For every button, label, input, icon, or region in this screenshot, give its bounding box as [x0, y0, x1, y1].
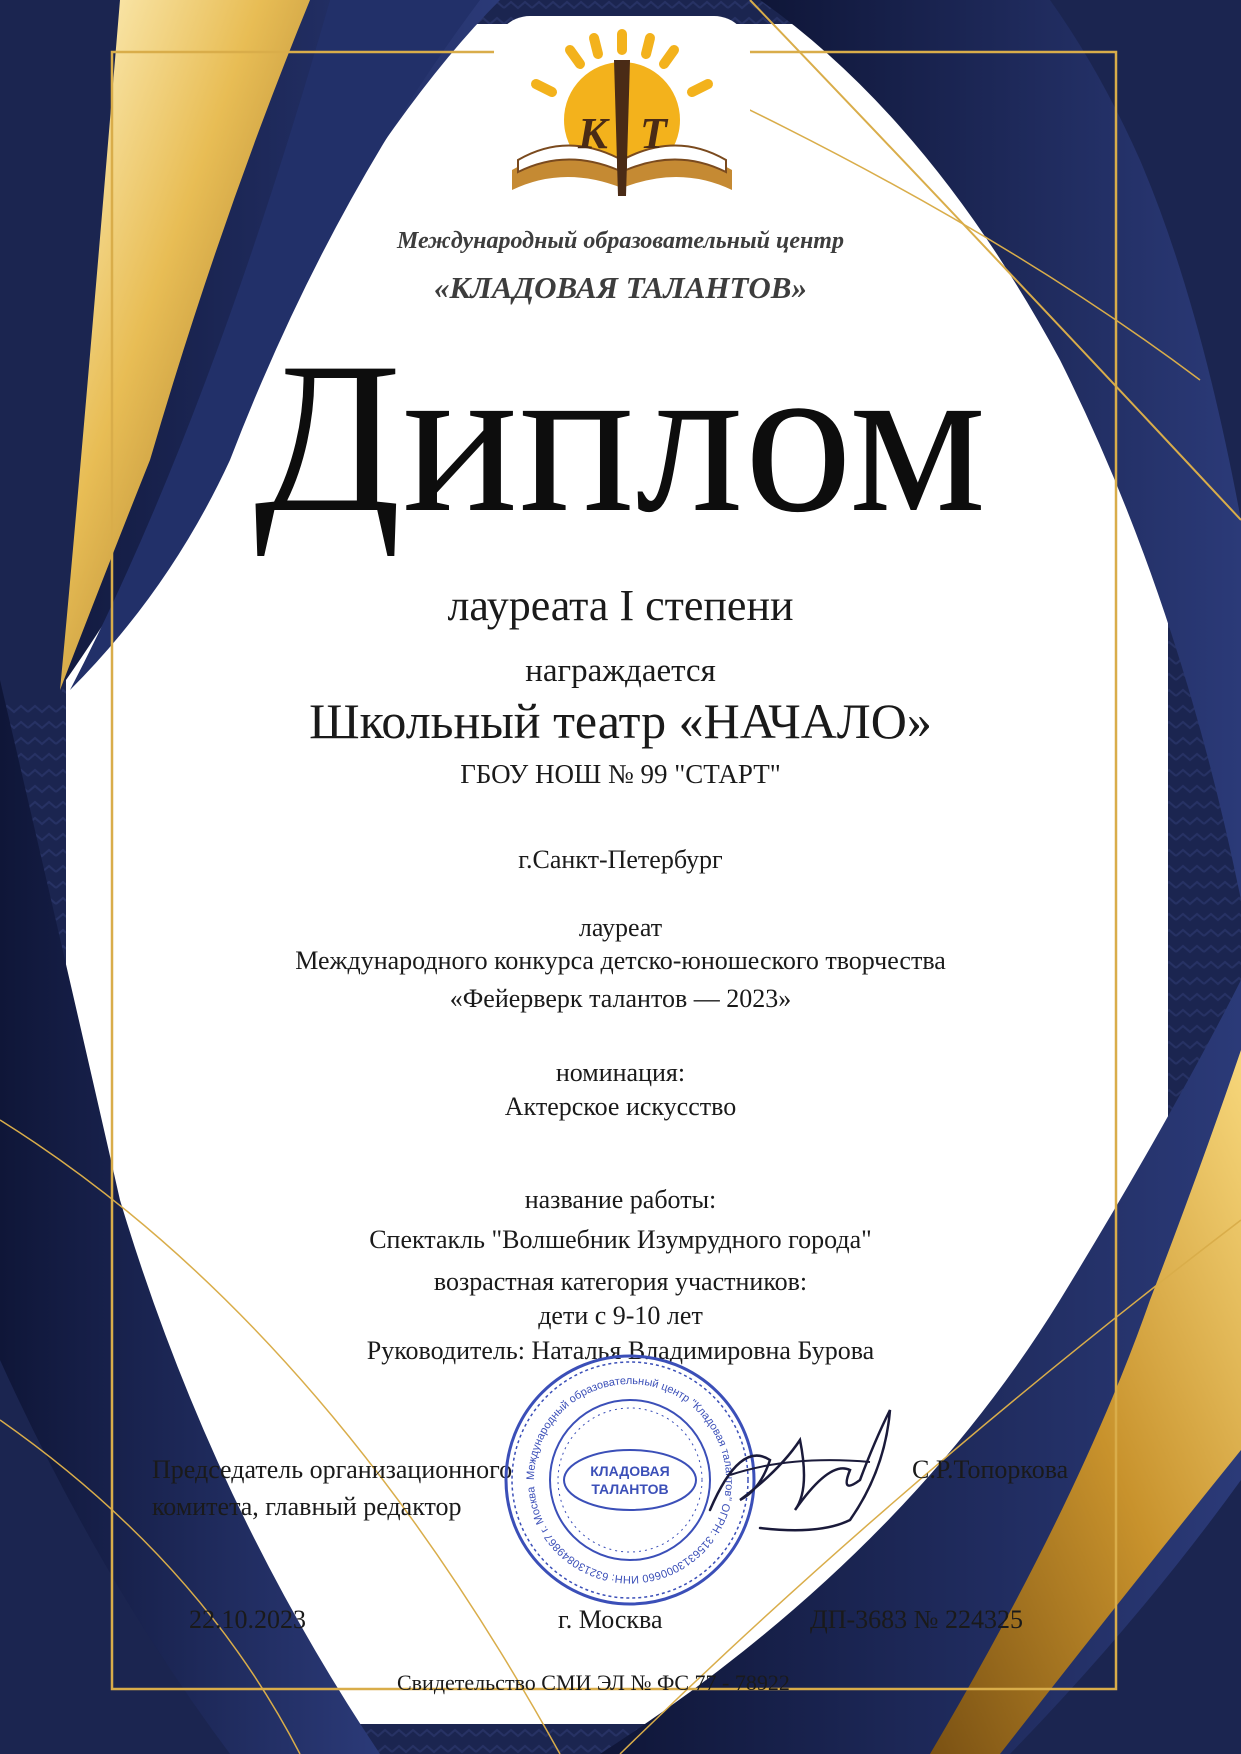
- org-name: «КЛАДОВАЯ ТАЛАНТОВ»: [434, 270, 807, 305]
- handwritten-signature: [700, 1400, 910, 1540]
- chair-title-line2: комитета, главный редактор: [152, 1492, 462, 1521]
- seal-center-line2: ТАЛАНТОВ: [591, 1481, 669, 1497]
- age-label: возрастная категория участников:: [433, 1267, 808, 1296]
- issue-place: г. Москва: [558, 1605, 663, 1634]
- seal-ring-text: Международный образовательный центр "Кладовая талантов" ОГРН: 3156313000660 ИНН: 632130849867 г. Москва: [524, 1374, 736, 1586]
- work-label: название работы:: [524, 1185, 717, 1214]
- contest-name: Международного конкурса детско-юношеского творчества: [295, 946, 946, 975]
- chair-title-line1: Председатель организационного: [152, 1455, 513, 1484]
- city: г.Санкт-Петербург: [518, 845, 723, 874]
- logo-letter-t: Т: [640, 109, 667, 158]
- media-registration: Свидетельство СМИ ЭЛ № ФС 77 - 78922: [397, 1670, 790, 1695]
- leader: Руководитель: Наталья Владимировна Бурова: [366, 1336, 875, 1365]
- kt-logo: [494, 20, 750, 232]
- logo-letter-k: К: [578, 109, 608, 158]
- diploma-title: Диплом: [254, 318, 987, 557]
- issue-date: 22.10.2023: [189, 1605, 306, 1634]
- school-name: ГБОУ НОШ № 99 "СТАРТ": [460, 759, 781, 789]
- signer-name: С.Р.Топоркова: [912, 1455, 1069, 1484]
- age-category: дети с 9-10 лет: [538, 1301, 703, 1330]
- nomination-label: номинация:: [555, 1058, 686, 1087]
- nomination: Актерское искусство: [504, 1092, 737, 1121]
- seal-center-line1: КЛАДОВАЯ: [590, 1463, 670, 1479]
- festival-name: «Фейерверк талантов — 2023»: [449, 984, 792, 1013]
- org-line: Международный образовательный центр: [397, 228, 844, 254]
- document-number: ДП-3683 № 224325: [810, 1605, 1023, 1634]
- degree: лауреата I степени: [447, 581, 794, 630]
- awarded-label: награждается: [525, 653, 716, 689]
- laureate-label: лауреат: [578, 913, 663, 942]
- work-title: Спектакль "Волшебник Изумрудного города": [369, 1225, 872, 1254]
- winner-name: Школьный театр «НАЧАЛО»: [309, 693, 932, 749]
